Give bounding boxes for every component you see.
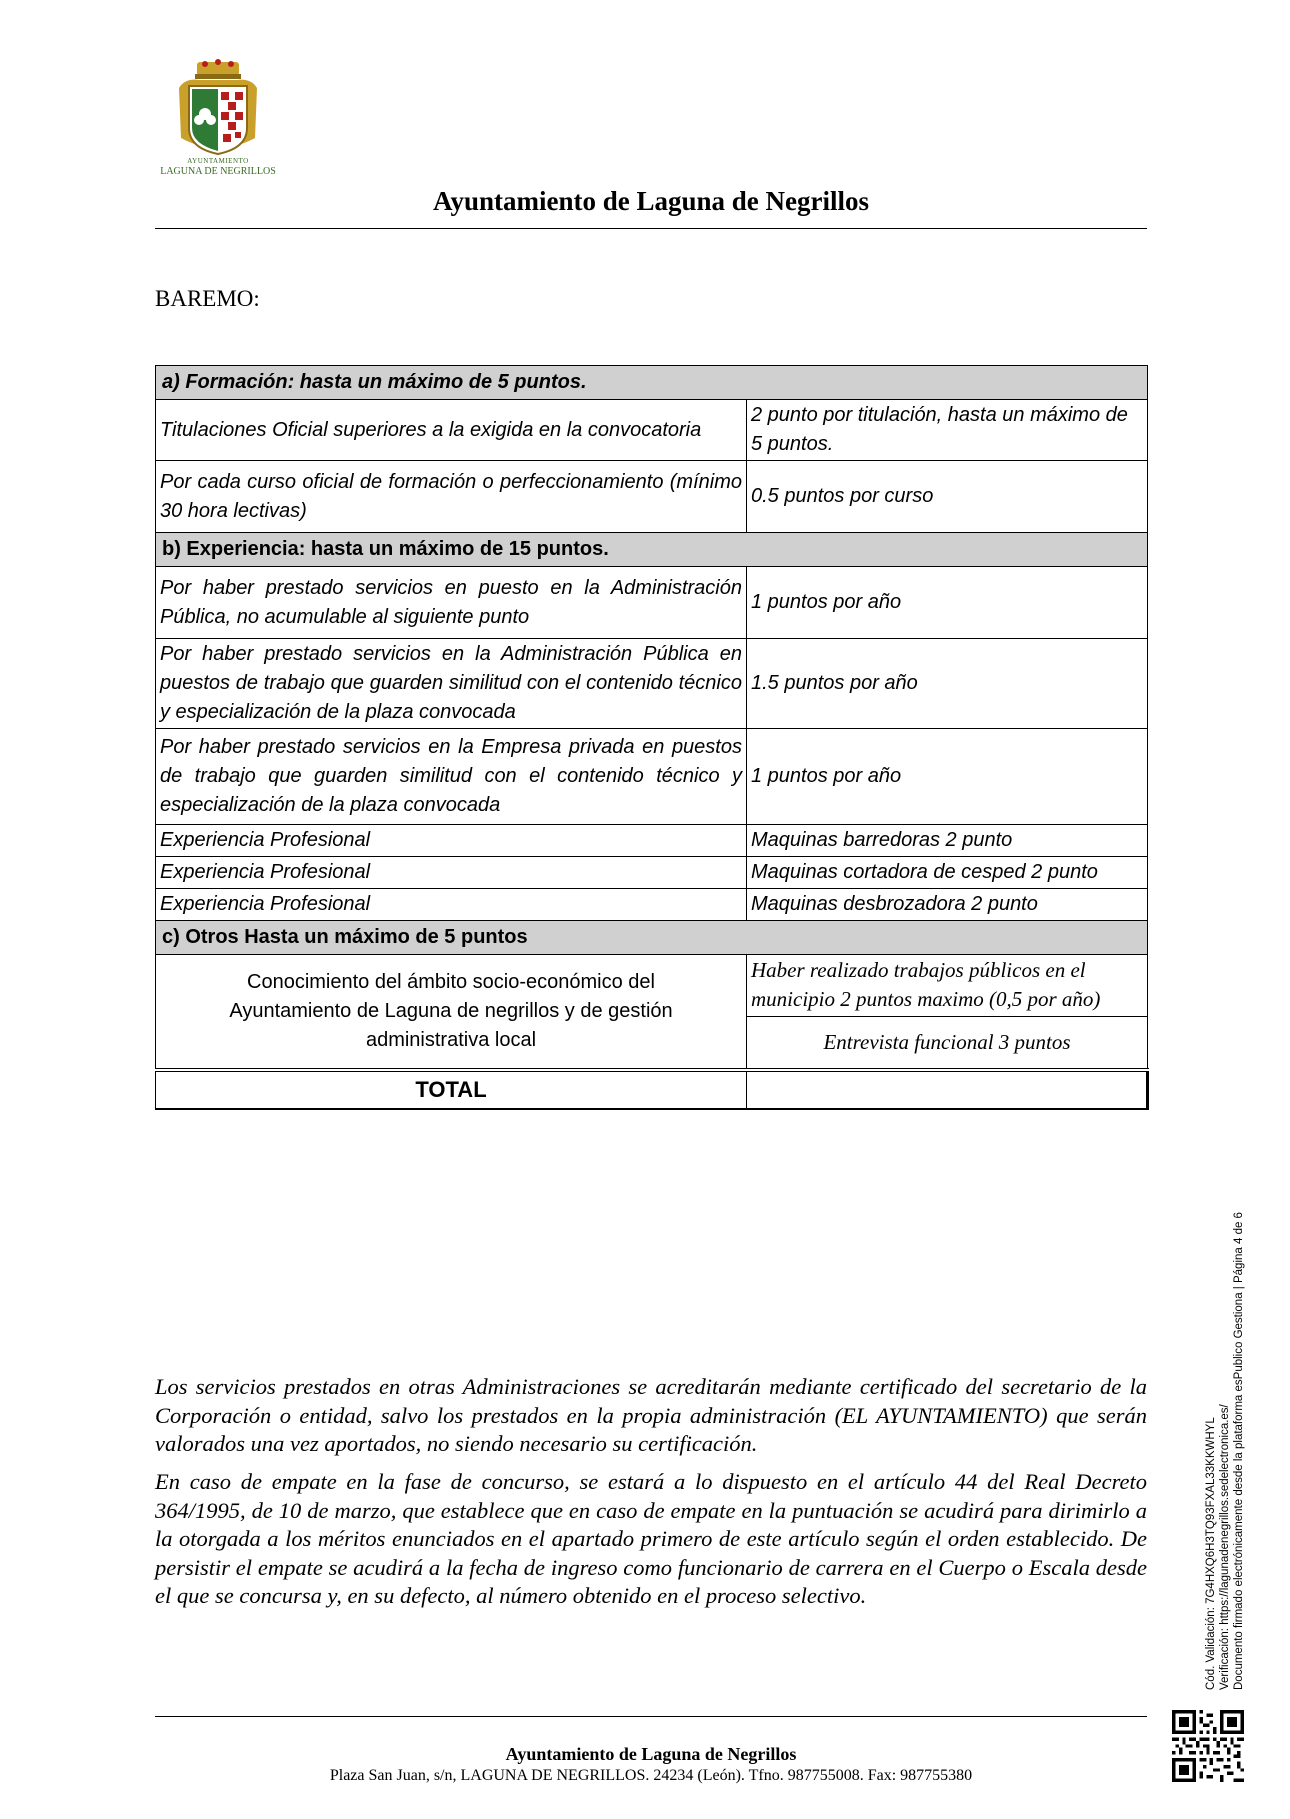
criterion-cell: Experiencia Profesional: [156, 857, 747, 889]
criterion-cell: Por cada curso oficial de formación o perfeccionamiento (mínimo 30 hora lectivas): [156, 461, 747, 533]
section-c-heading: c) Otros Hasta un máximo de 5 puntos: [156, 921, 1148, 955]
table-row: [156, 889, 1148, 921]
table-row: [156, 639, 1148, 729]
score-cell: Maquinas barredoras 2 punto: [747, 825, 1148, 857]
section-c-row: [156, 921, 1148, 955]
footer-title: Ayuntamiento de Laguna de Negrillos: [505, 1744, 797, 1764]
validation-side-text: [1204, 1130, 1246, 1690]
criterion-cell: Experiencia Profesional: [156, 825, 747, 857]
footer-address: Plaza San Juan, s/n, LAGUNA DE NEGRILLOS. 24234 (León). Tfno. 987755008. Fax: 987755380: [329, 1767, 973, 1784]
verification-url: Verificación: https://lagunadenegrillos.sedelectronica.es/: [1219, 1404, 1231, 1690]
score-cell: Maquinas cortadora de cesped 2 punto: [747, 857, 1148, 889]
table-row: [156, 461, 1148, 533]
paragraph-accreditation: Los servicios prestados en otras Administraciones se acreditarán mediante certificado del secretario de la Corporación o entidad, salvo los prestados en la propia administración (EL AYUNTAMIENTO) que serán valorados una vez aportados, no siendo necesario su certificación.: [155, 1374, 1147, 1456]
criterion-cell: Por haber prestado servicios en puesto en la Administración Pública, no acumulable al siguiente punto: [156, 567, 747, 639]
section-a-row: [156, 366, 1148, 400]
criterion-cell: Experiencia Profesional: [156, 889, 747, 921]
criterion-cell: Conocimiento del ámbito socio-económico del Ayuntamiento de Laguna de negrillos y de gestión administrativa local: [156, 955, 747, 1071]
score-cell: 1 puntos por año: [747, 729, 1148, 825]
section-a-heading: a) Formación: hasta un máximo de 5 puntos.: [156, 366, 1148, 400]
qr-code-icon: [1172, 1710, 1244, 1782]
score-cell: 0.5 puntos por curso: [747, 461, 1148, 533]
score-cell: 2 punto por titulación, hasta un máximo de 5 puntos.: [747, 400, 1148, 461]
paragraph-tiebreak: En caso de empate en la fase de concurso, se estará a lo dispuesto en el artículo 44 del Real Decreto 364/1995, de 10 de marzo, que establece que en caso de empate en la puntuación se acudirá para dirimirlo a la otorgada a los méritos enunciados en el apartado primero de este artículo según el orden establecido. De persistir el empate se acudirá a la fecha de ingreso como funcionario de carrera en el Cuerpo o Escala desde el que se concursa y, en su defecto, al número obtenido en el proceso selectivo.: [155, 1469, 1147, 1608]
scoring-table: [155, 365, 1149, 1110]
score-cell: 1 puntos por año: [747, 567, 1148, 639]
criterion-cell: Por haber prestado servicios en la Empresa privada en puestos de trabajo que guarden similitud con el contenido técnico y especialización de la plaza convocada: [156, 729, 747, 825]
criterion-cell: Por haber prestado servicios en la Administración Pública en puestos de trabajo que guarden similitud con el contenido técnico y especialización de la plaza convocada: [156, 639, 747, 729]
table-row: [156, 825, 1148, 857]
baremo-label: BAREMO:: [155, 286, 260, 311]
total-row: [156, 1070, 1148, 1109]
score-cell: 1.5 puntos por año: [747, 639, 1148, 729]
table-row: [156, 729, 1148, 825]
table-row: [156, 567, 1148, 639]
section-b-row: [156, 533, 1148, 567]
total-label: TOTAL: [156, 1070, 747, 1109]
header-divider: [155, 228, 1147, 229]
validation-code: Cód. Validación: 7G4HXQ6H3TQ93FXAL33KKWHYL: [1205, 1417, 1217, 1690]
table-row: [156, 857, 1148, 889]
table-row: [156, 400, 1148, 461]
score-cell: Entrevista funcional 3 puntos: [747, 1016, 1148, 1070]
footer-divider: [155, 1716, 1147, 1717]
score-cell: Haber realizado trabajos públicos en el municipio 2 puntos maximo (0,5 por año): [747, 955, 1148, 1017]
criterion-cell: Titulaciones Oficial superiores a la exigida en la convocatoria: [156, 400, 747, 461]
page-header-title: Ayuntamiento de Laguna de Negrillos: [432, 186, 870, 216]
total-value: [747, 1070, 1148, 1109]
score-cell: Maquinas desbrozadora 2 punto: [747, 889, 1148, 921]
logo-caption-ayuntamiento: AYUNTAMIENTO: [187, 157, 249, 165]
signature-notice: Documento firmado electrónicamente desde la plataforma esPublico Gestiona | Página 4 de 6: [1233, 1212, 1245, 1690]
table-row: [156, 955, 1148, 1017]
logo-caption-town: LAGUNA DE NEGRILLOS: [160, 166, 276, 177]
section-b-heading: b) Experiencia: hasta un máximo de 15 puntos.: [156, 533, 1148, 567]
